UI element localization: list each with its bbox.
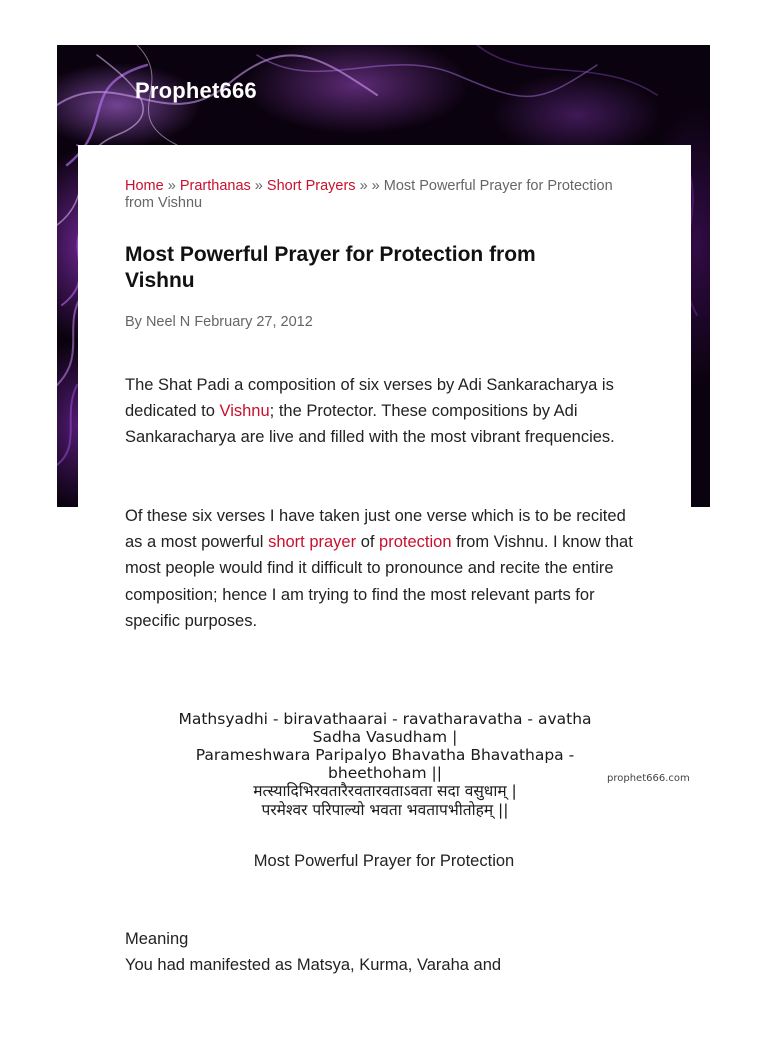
prayer-transliteration-line-4: bheethoham || (328, 764, 442, 782)
vishnu-link[interactable]: Vishnu (219, 402, 270, 421)
explanation-text-3: from Vishnu. I know that most people would find it difficult to pronounce and recite the entire composition; hence I am trying to find the most relevant parts for specific purposes. (125, 533, 633, 630)
verse-explanation-paragraph (125, 503, 645, 634)
prayer-transliteration-line-3: Parameshwara Paripalyo Bhavatha Bhavathapa - (195, 746, 575, 764)
short-prayer-link[interactable]: short prayer (268, 533, 357, 552)
meaning-heading: Meaning (125, 930, 189, 948)
protection-link[interactable]: protection (379, 533, 452, 552)
prayer-transliteration-line-1: Mathsyadhi - biravathaarai - ravatharavatha - avatha (178, 710, 592, 728)
article-header (125, 178, 645, 330)
breadcrumb-separator: » (254, 178, 263, 194)
breadcrumb (125, 178, 645, 212)
prayer-image (140, 710, 690, 830)
meaning-text: You had manifested as Matsya, Kurma, Varaha and (125, 956, 502, 974)
image-caption: Most Powerful Prayer for Protection (253, 852, 515, 870)
prayer-devanagari-line-1: मत्स्यादिभिरवतारैरवतारवताऽवता सदा वसुधाम् | (253, 782, 517, 800)
intro-text-2: ; the Protector. These compositions by Adi Sankaracharya are live and filled with the most vibrant frequencies. (125, 402, 615, 447)
breadcrumb-prarthanas-link[interactable]: Prarthanas (179, 178, 251, 194)
post-meta (125, 314, 645, 330)
site-title-link[interactable]: Prophet666 (135, 78, 257, 103)
post-date: February 27, 2012 (194, 314, 313, 330)
prayer-devanagari-line-2: परमेश्वर परिपाल्यो भवता भवतापभीतोहम् || (261, 801, 509, 819)
explanation-text-1: Of these six verses I have taken just one verse which is to be recited as a most powerful (125, 507, 626, 552)
explanation-text-2: of (356, 533, 380, 552)
post-author-link[interactable]: Neel N (145, 314, 191, 330)
page-title: Most Powerful Prayer for Protection from Vishnu (125, 243, 536, 292)
breadcrumb-current-page: » » Most Powerful Prayer for Protection from Vishnu (125, 178, 613, 211)
breadcrumb-short-prayers-link[interactable]: Short Prayers (266, 178, 356, 194)
breadcrumb-separator: » (167, 178, 176, 194)
intro-paragraph (125, 372, 645, 451)
prayer-transliteration-line-2: Sadha Vasudham | (312, 728, 458, 746)
breadcrumb-home-link[interactable]: Home (125, 178, 164, 194)
image-watermark: prophet666.com (607, 773, 690, 784)
intro-text-1: The Shat Padi a composition of six verses by Adi Sankaracharya is dedicated to (125, 376, 614, 421)
post-by-label: By (125, 314, 142, 330)
